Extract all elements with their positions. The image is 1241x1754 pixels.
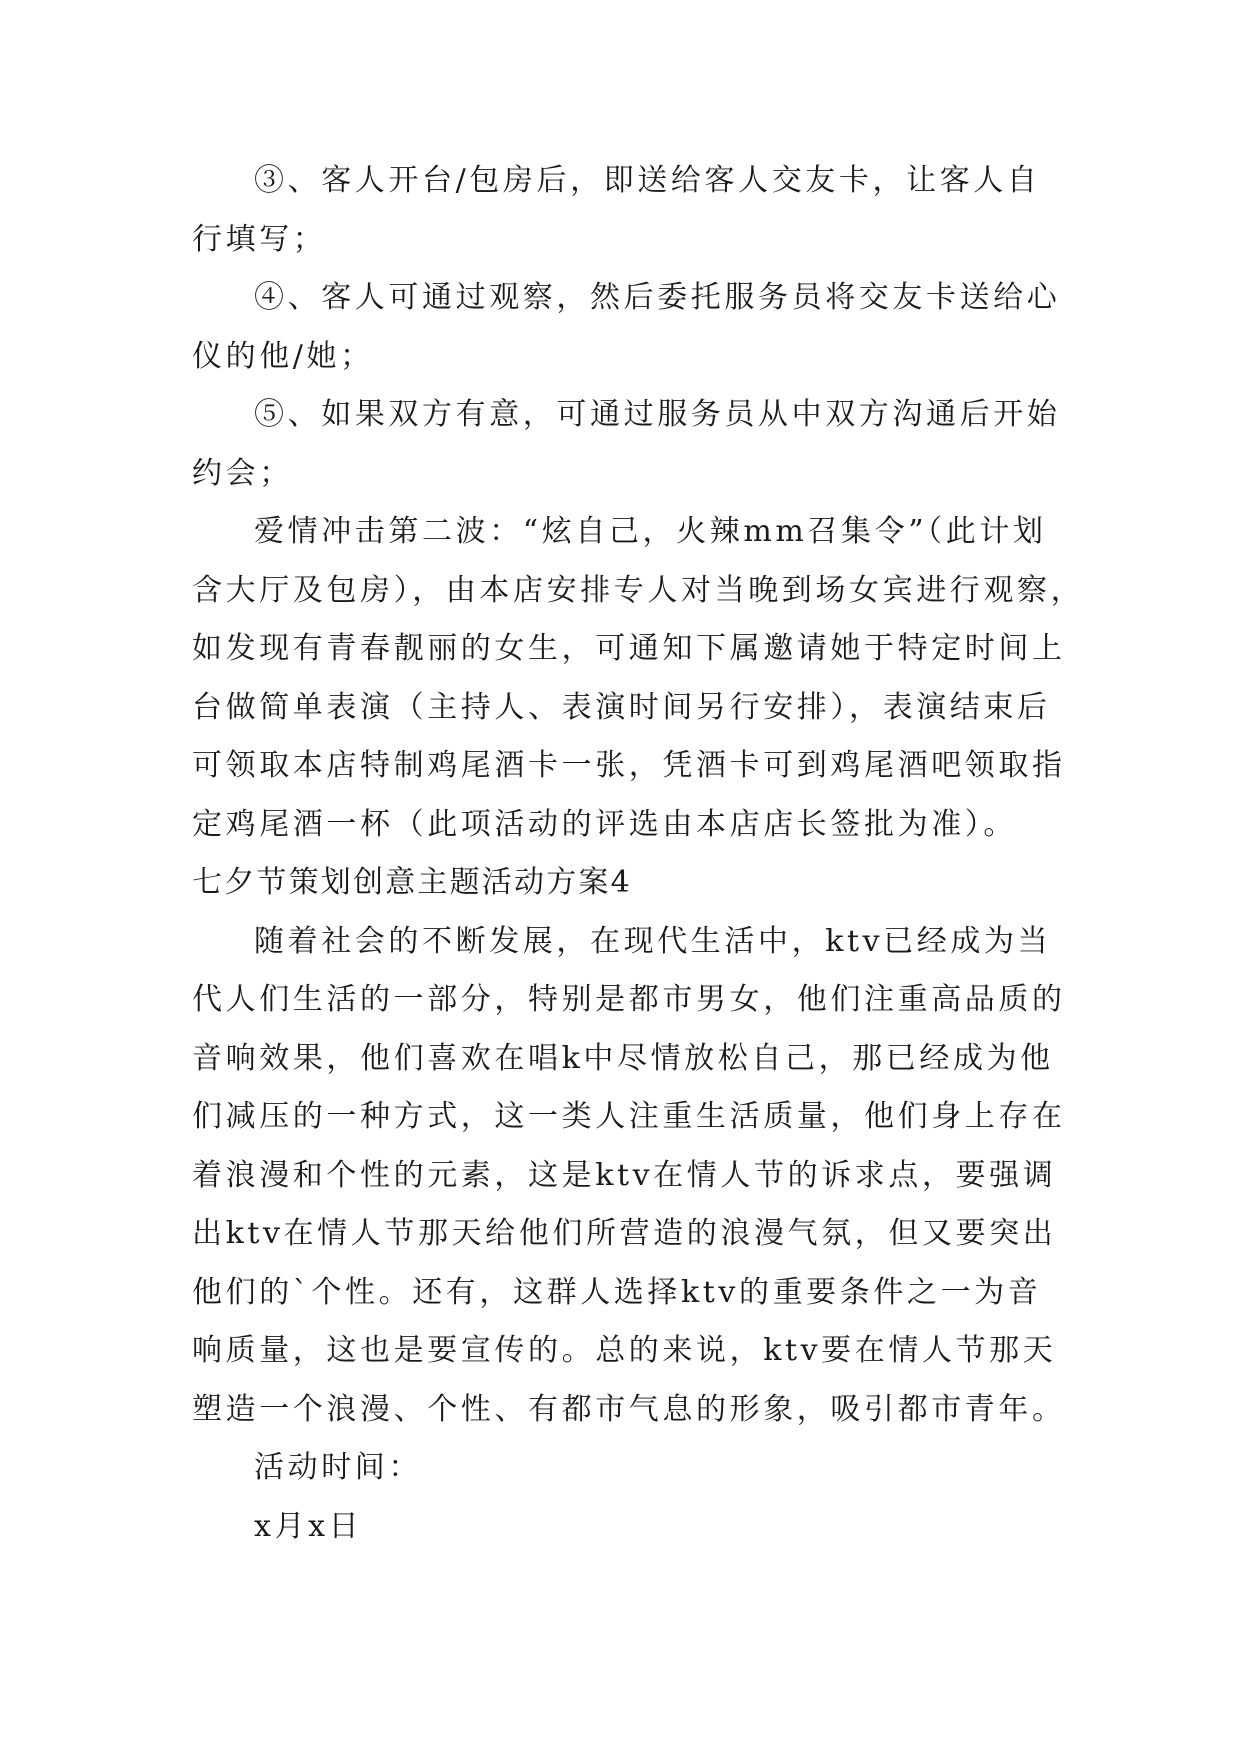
text-line: 们减压的一种方式，这一类人注重生活质量，他们身上存在: [192, 1099, 1066, 1134]
text-line: 行填写；: [192, 221, 327, 257]
text-line: 他们的`个性。还有，这群人选择ktv的重要条件之一为音: [192, 1274, 1042, 1310]
text-line: 含大厅及包房），由本店安排专人对当晚到场女宾进行观察，: [192, 572, 1085, 608]
text-line: 塑造一个浪漫、个性、有都市气息的形象，吸引都市青年。: [192, 1391, 1066, 1427]
text-line: 台做简单表演（主持人、表演时间另行安排），表演结束后: [192, 689, 1051, 725]
text-line: 活动时间：: [254, 1450, 422, 1485]
text-line: 出ktv在情人节那天给他们所营造的浪漫气氛，但又要突出: [192, 1216, 1057, 1251]
text-line: x月x日: [254, 1508, 363, 1544]
text-line: 代人们生活的一部分，特别是都市男女，他们注重高品质的: [192, 982, 1066, 1017]
text-line: 约会；: [192, 455, 293, 491]
text-line: ③、客人开台/包房后，即送给客人交友卡，让客人自: [254, 163, 1041, 198]
text-line: 可领取本店特制鸡尾酒卡一张，凭酒卡可到鸡尾酒吧领取指: [192, 748, 1066, 783]
section-heading: 七夕节策划创意主题活动方案4: [192, 865, 632, 900]
text-line: 仪的他/她；: [192, 338, 374, 374]
text-line: ④、客人可通过观察，然后委托服务员将交友卡送给心: [254, 280, 1061, 315]
text-line: 响质量，这也是要宣传的。总的来说，ktv要在情人节那天: [192, 1333, 1057, 1368]
text-line: ⑤、如果双方有意，可通过服务员从中双方沟通后开始: [254, 397, 1061, 432]
text-line: 音响效果，他们喜欢在唱k中尽情放松自己，那已经成为他: [192, 1040, 1054, 1076]
text-line: 定鸡尾酒一杯（此项活动的评选由本店店长签批为准）。: [192, 806, 1017, 842]
document-page: [192, 152, 1085, 1556]
text-line: 随着社会的不断发展，在现代生活中，ktv已经成为当: [254, 923, 1052, 959]
text-line: 着浪漫和个性的元素，这是ktv在情人节的诉求点，要强调: [192, 1157, 1057, 1193]
text-line: 爱情冲击第二波：“炫自己，火辣mm召集令”（此计划: [254, 514, 1047, 549]
text-line: 如发现有青春靓丽的女生，可通知下属邀请她于特定时间上: [192, 631, 1066, 666]
